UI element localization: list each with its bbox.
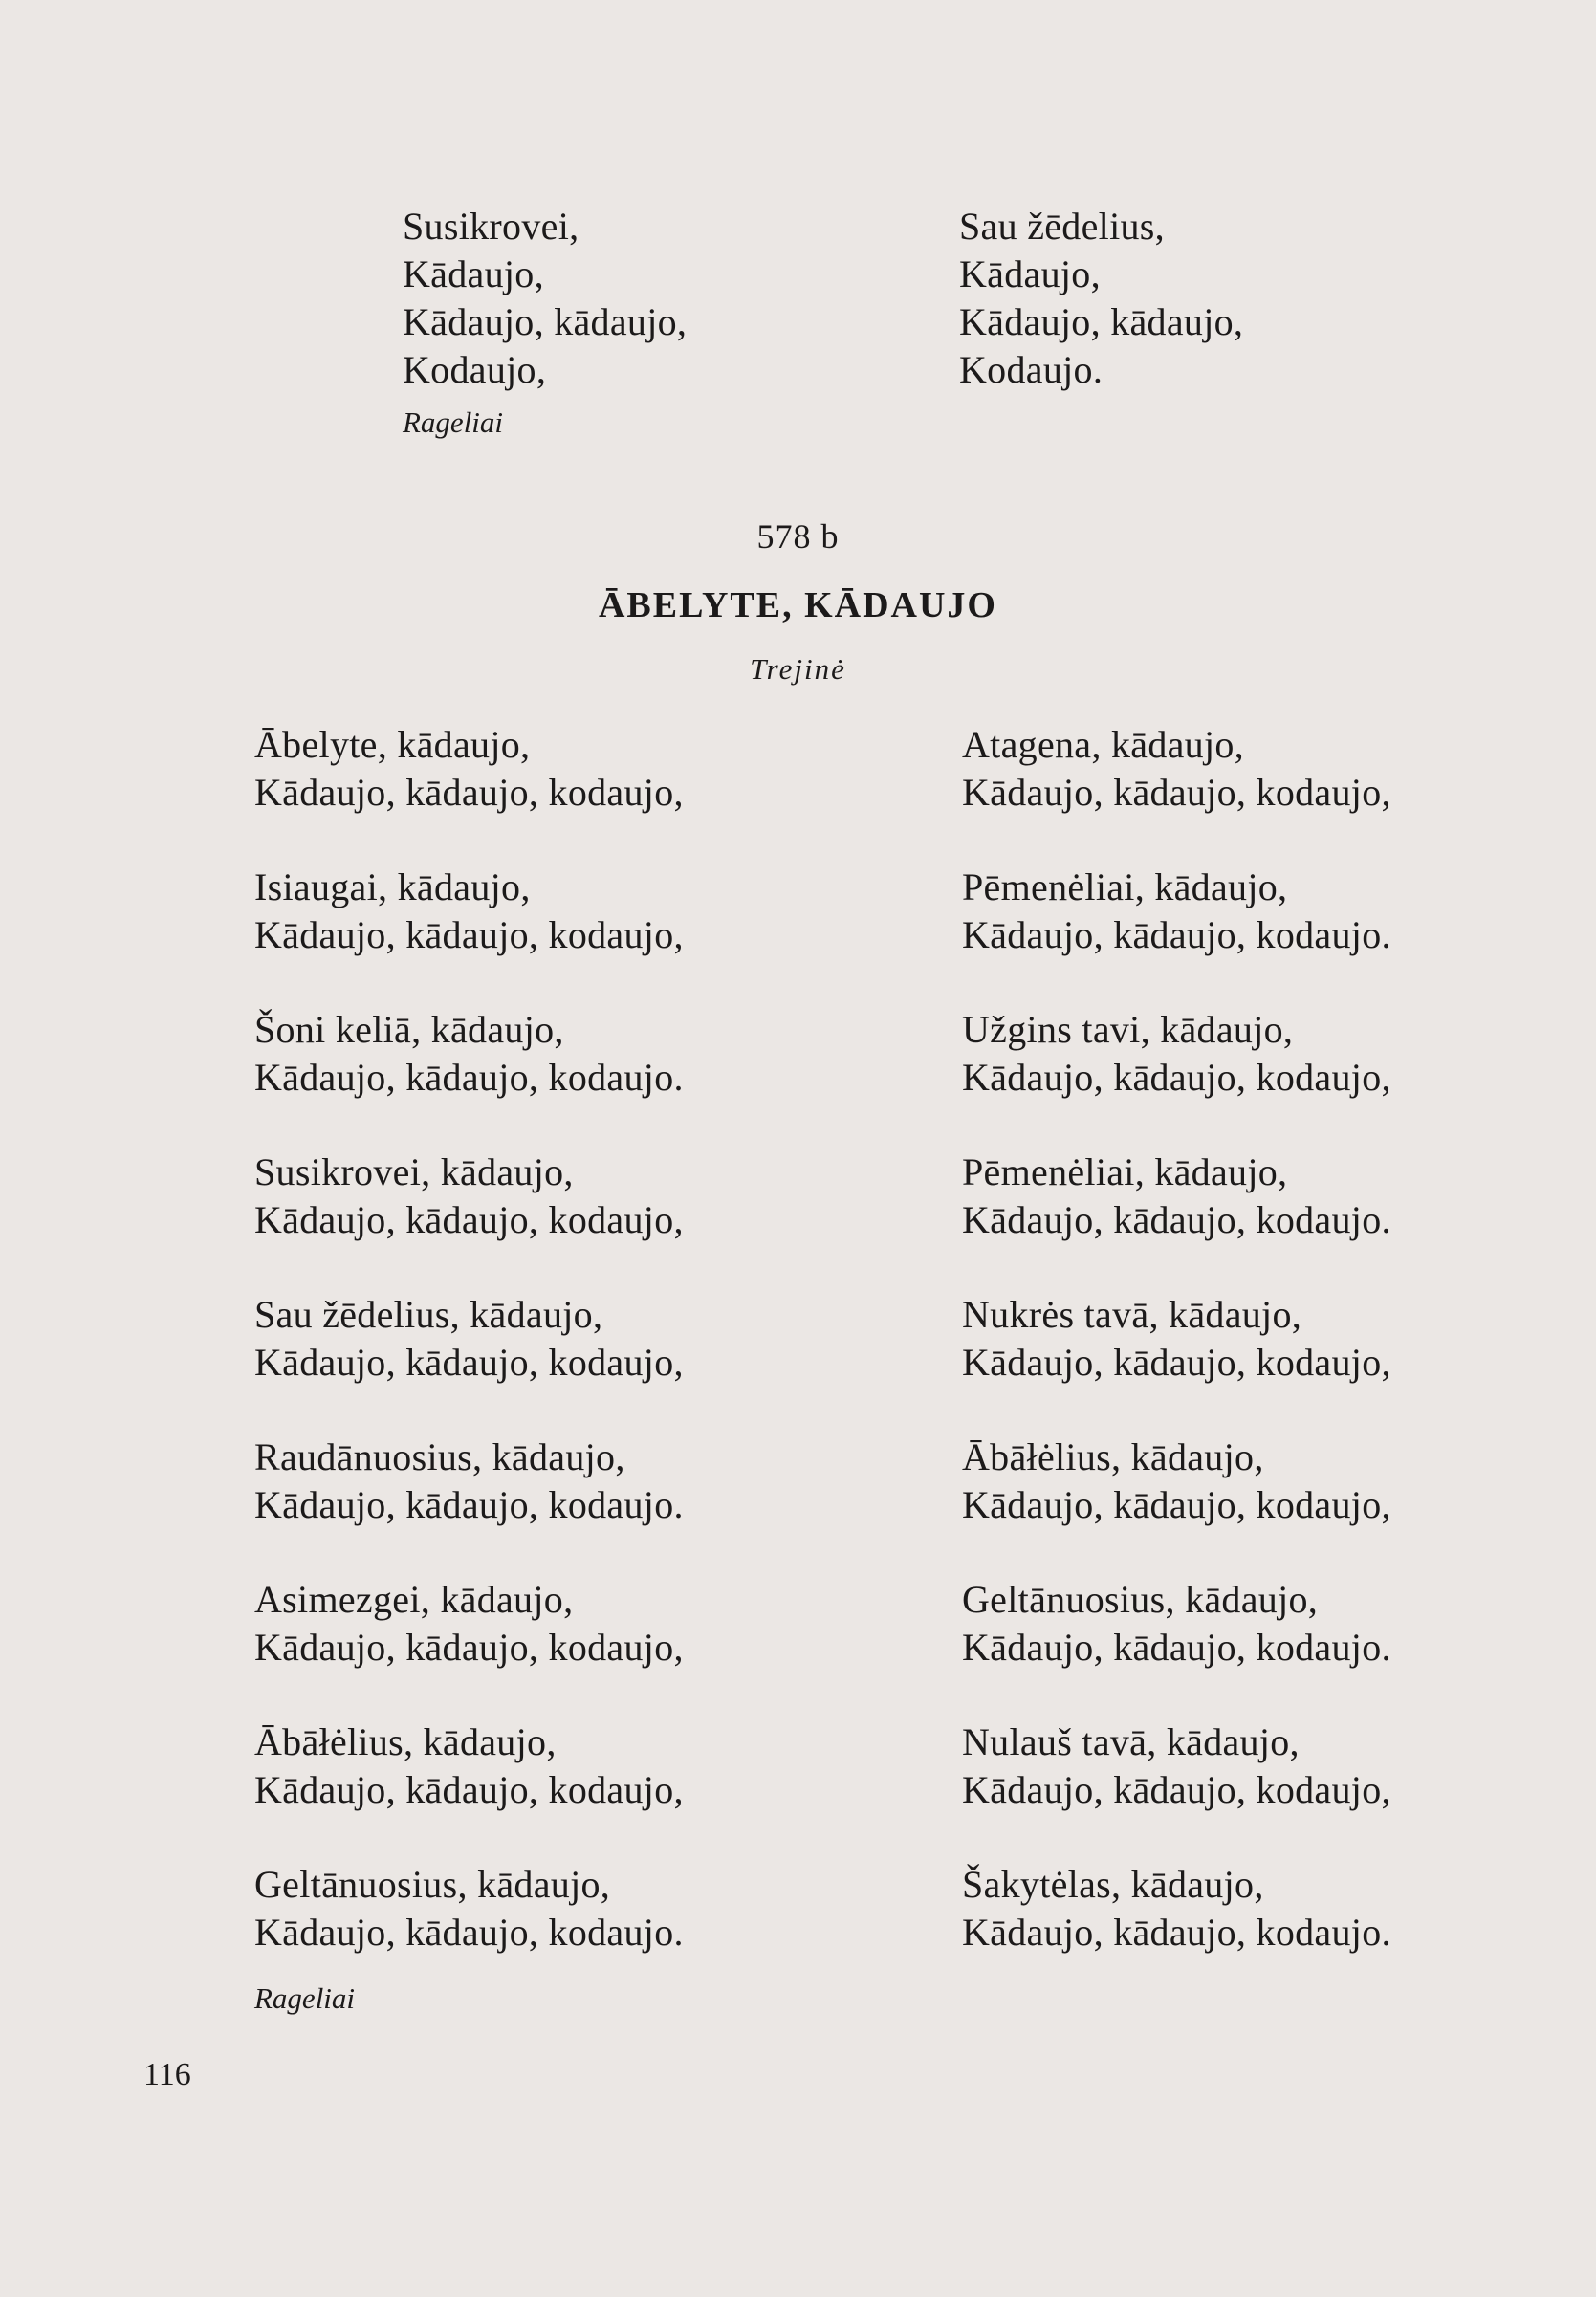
stanza — [254, 864, 684, 1006]
verse-line: Kādaujo, kādaujo, kodaujo. — [962, 1911, 1391, 1954]
verse-line: Nukrės tavā, kādaujo, — [962, 1293, 1302, 1336]
verse-line: Šakytėlas, kādaujo, — [962, 1863, 1264, 1906]
verse-line: Ābāłėlius, kādaujo, — [254, 1720, 557, 1763]
song-title: ĀBELYTE, KĀDAUJO — [598, 585, 997, 625]
stanza — [962, 1291, 1391, 1433]
verse-line: Sau žēdelius, kādaujo, — [254, 1293, 603, 1336]
verse-line: Kādaujo, — [403, 252, 544, 295]
verse-line: Kādaujo, — [959, 252, 1101, 295]
verse-line: Kādaujo, kādaujo, kodaujo, — [254, 1626, 684, 1669]
stanza — [254, 1718, 684, 1861]
verse-line: Isiaugai, kādaujo, — [254, 865, 531, 908]
verse-line: Sau žēdelius, — [959, 205, 1165, 248]
verse-line: Kādaujo, kādaujo, kodaujo, — [254, 1341, 684, 1384]
stanza — [962, 864, 1391, 1006]
verse-line: Nulauš tavā, kādaujo, — [962, 1720, 1300, 1763]
stanza — [254, 1433, 684, 1576]
stanza — [962, 1718, 1391, 1861]
verse-line: Kādaujo, kādaujo, kodaujo, — [962, 1341, 1391, 1384]
verse-line: Kādaujo, kādaujo, kodaujo, — [962, 1056, 1391, 1099]
verse-line: Kādaujo, kādaujo, — [959, 300, 1244, 343]
stanza — [962, 1006, 1391, 1148]
song-subtitle: Trejinė — [750, 652, 846, 686]
verse-line: Kādaujo, kādaujo, kodaujo, — [254, 1768, 684, 1811]
verse-line: Kādaujo, kādaujo, kodaujo. — [962, 1198, 1391, 1241]
verse-line: Kādaujo, kādaujo, kodaujo. — [962, 913, 1391, 956]
top-source-location: Rageliai — [403, 405, 504, 439]
verse-line: Kādaujo, kādaujo, — [403, 300, 688, 343]
stanza — [962, 721, 1391, 864]
verse-line: Geltānuosius, kādaujo, — [962, 1578, 1319, 1621]
verse-line: Kodaujo, — [403, 348, 547, 391]
stanza — [254, 1006, 684, 1148]
verse-line: Užgins tavi, kādaujo, — [962, 1008, 1294, 1051]
stanza — [962, 1576, 1391, 1718]
verse-line: Kādaujo, kādaujo, kodaujo, — [254, 913, 684, 956]
verse-line: Kādaujo, kādaujo, kodaujo, — [254, 771, 684, 814]
page-number: 116 — [143, 2057, 191, 2092]
top-stanza-left — [403, 203, 687, 394]
top-stanza-right — [959, 203, 1243, 394]
verse-line: Ābelyte, kādaujo, — [254, 723, 531, 766]
verse-line: Kādaujo, kādaujo, kodaujo, — [962, 1483, 1391, 1526]
stanza — [962, 1861, 1391, 2003]
song-number: 578 b — [756, 517, 840, 556]
verse-line: Atagena, kādaujo, — [962, 723, 1244, 766]
verse-line: Kādaujo, kādaujo, kodaujo, — [962, 1768, 1391, 1811]
verse-line: Kādaujo, kādaujo, kodaujo. — [254, 1056, 684, 1099]
verse-line: Pēmenėliai, kādaujo, — [962, 865, 1288, 908]
verse-line: Kādaujo, kādaujo, kodaujo. — [962, 1626, 1391, 1669]
verse-line: Kodaujo. — [959, 348, 1104, 391]
verse-line: Kādaujo, kādaujo, kodaujo, — [962, 771, 1391, 814]
verse-line: Geltānuosius, kādaujo, — [254, 1863, 611, 1906]
stanza — [254, 1148, 684, 1291]
verse-line: Kādaujo, kādaujo, kodaujo. — [254, 1911, 684, 1954]
verse-line: Kādaujo, kādaujo, kodaujo. — [254, 1483, 684, 1526]
stanza — [962, 1148, 1391, 1291]
verse-line: Raudānuosius, kādaujo, — [254, 1435, 625, 1478]
stanza — [962, 1433, 1391, 1576]
stanza — [254, 1291, 684, 1433]
verse-line: Kādaujo, kādaujo, kodaujo, — [254, 1198, 684, 1241]
stanza — [254, 1576, 684, 1718]
stanza — [254, 721, 684, 864]
verse-line: Susikrovei, kādaujo, — [254, 1150, 574, 1193]
verse-line: Pēmenėliai, kādaujo, — [962, 1150, 1288, 1193]
song-source-location: Rageliai — [254, 1981, 356, 2015]
verse-line: Asimezgei, kādaujo, — [254, 1578, 574, 1621]
verse-line: Šoni keliā, kādaujo, — [254, 1008, 564, 1051]
right-column — [962, 721, 1391, 2003]
verse-line: Ābāłėlius, kādaujo, — [962, 1435, 1264, 1478]
verse-line: Susikrovei, — [403, 205, 579, 248]
left-column — [254, 721, 684, 2003]
